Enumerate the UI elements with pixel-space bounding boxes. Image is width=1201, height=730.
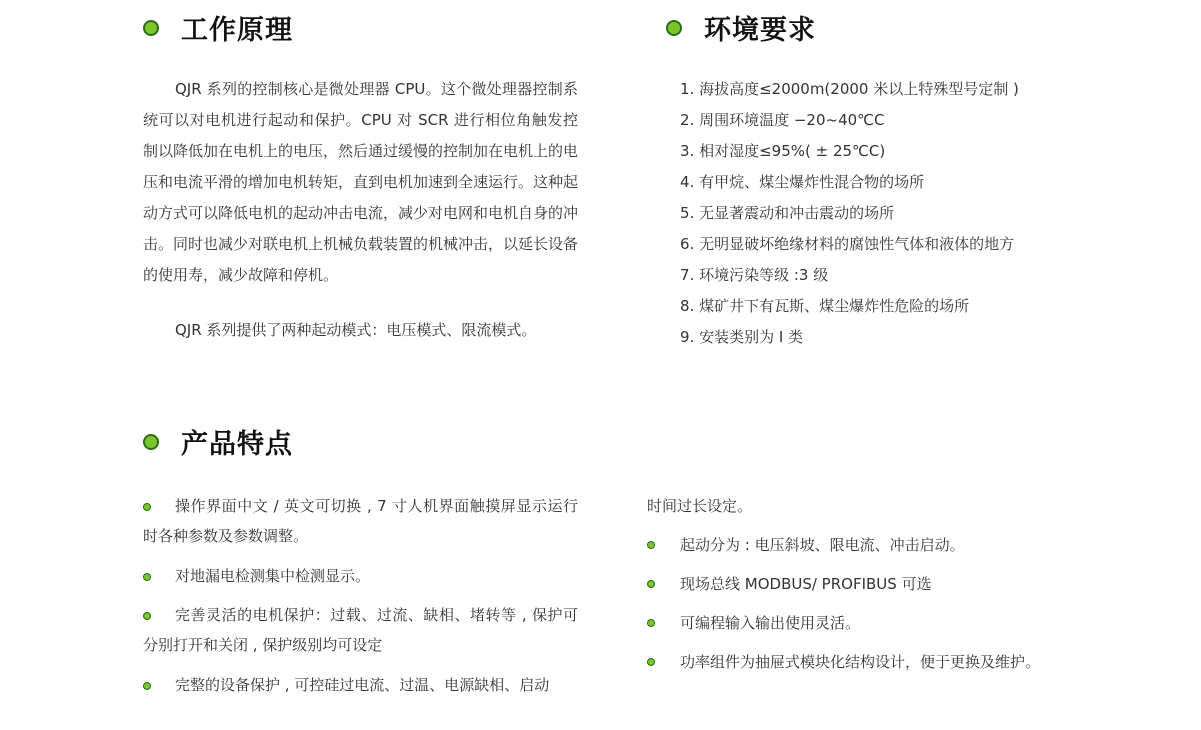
feature-item: 功率组件为抽屉式模块化结构设计，便于更换及维护。 — [680, 653, 1041, 671]
environment-item: 8. 煤矿井下有瓦斯、煤尘爆炸性危险的场所 — [680, 297, 970, 315]
environment-item: 6. 无明显破坏绝缘材料的腐蚀性气体和液体的地方 — [680, 235, 1015, 253]
environment-item: 3. 相对湿度≤95%( ± 25℃C) — [680, 142, 886, 160]
features-title: 产品特点 — [181, 429, 293, 460]
principle-paragraph-2: QJR 系列提供了两种起动模式：电压模式、限流模式。 — [175, 321, 537, 339]
bullet-icon — [647, 541, 655, 549]
green-dot-icon — [143, 20, 159, 36]
environment-item: 9. 安装类别为 I 类 — [680, 328, 804, 346]
environment-heading — [666, 8, 816, 47]
principle-paragraph-1: QJR 系列的控制核心是微处理器 CPU。这个微处理器控制系统可以对电机进行起动和保护。CPU 对 SCR 进行相位角触发控制以降低加在电机上的电压，然后通过缓慢的控制加在电机上的电压和电流平滑的增加电机转矩，直到电机加速到全速运行。这种起动方式可以降低电机的起动冲击电流，减少对电网和电机自身的冲击。同时也减少对联电机上机械负载装置的机械冲击，以延长设备的使用寿，减少故障和停机。 — [143, 80, 579, 284]
bullet-icon — [647, 658, 655, 666]
green-dot-icon — [143, 434, 159, 450]
feature-item-continuation: 时间过长设定。 — [647, 497, 753, 515]
environment-title: 环境要求 — [704, 15, 816, 46]
feature-item: 完整的设备保护 , 可控硅过电流、过温、电源缺相、启动 — [175, 676, 550, 694]
environment-item: 1. 海拔高度≤2000m(2000 米以上特殊型号定制 ) — [680, 80, 1019, 98]
feature-item: 现场总线 MODBUS/ PROFIBUS 可选 — [680, 575, 932, 593]
feature-item: 对地漏电检测集中检测显示。 — [175, 567, 371, 585]
principle-title: 工作原理 — [181, 15, 293, 46]
environment-item: 4. 有甲烷、煤尘爆炸性混合物的场所 — [680, 173, 925, 191]
bullet-icon — [647, 580, 655, 588]
bullet-icon — [647, 619, 655, 627]
green-dot-icon — [666, 20, 682, 36]
environment-item: 5. 无显著震动和冲击震动的场所 — [680, 204, 895, 222]
environment-item: 2. 周围环境温度 −20~40℃C — [680, 111, 885, 129]
environment-list — [680, 74, 1019, 353]
environment-item: 7. 环境污染等级 :3 级 — [680, 266, 829, 284]
features-heading — [143, 422, 293, 461]
feature-item: 完善灵活的电机保护：过载、过流、缺相、堵转等 , 保护可分别打开和关闭 , 保护级别均可设定 — [143, 606, 578, 654]
principle-heading — [143, 8, 293, 47]
feature-item: 操作界面中文 / 英文可切换 , 7 寸人机界面触摸屏显示运行时各种参数及参数调整。 — [143, 497, 578, 545]
feature-item: 起动分为 : 电压斜坡、限电流、冲击启动。 — [680, 536, 965, 554]
feature-item: 可编程输入输出使用灵活。 — [680, 614, 861, 632]
